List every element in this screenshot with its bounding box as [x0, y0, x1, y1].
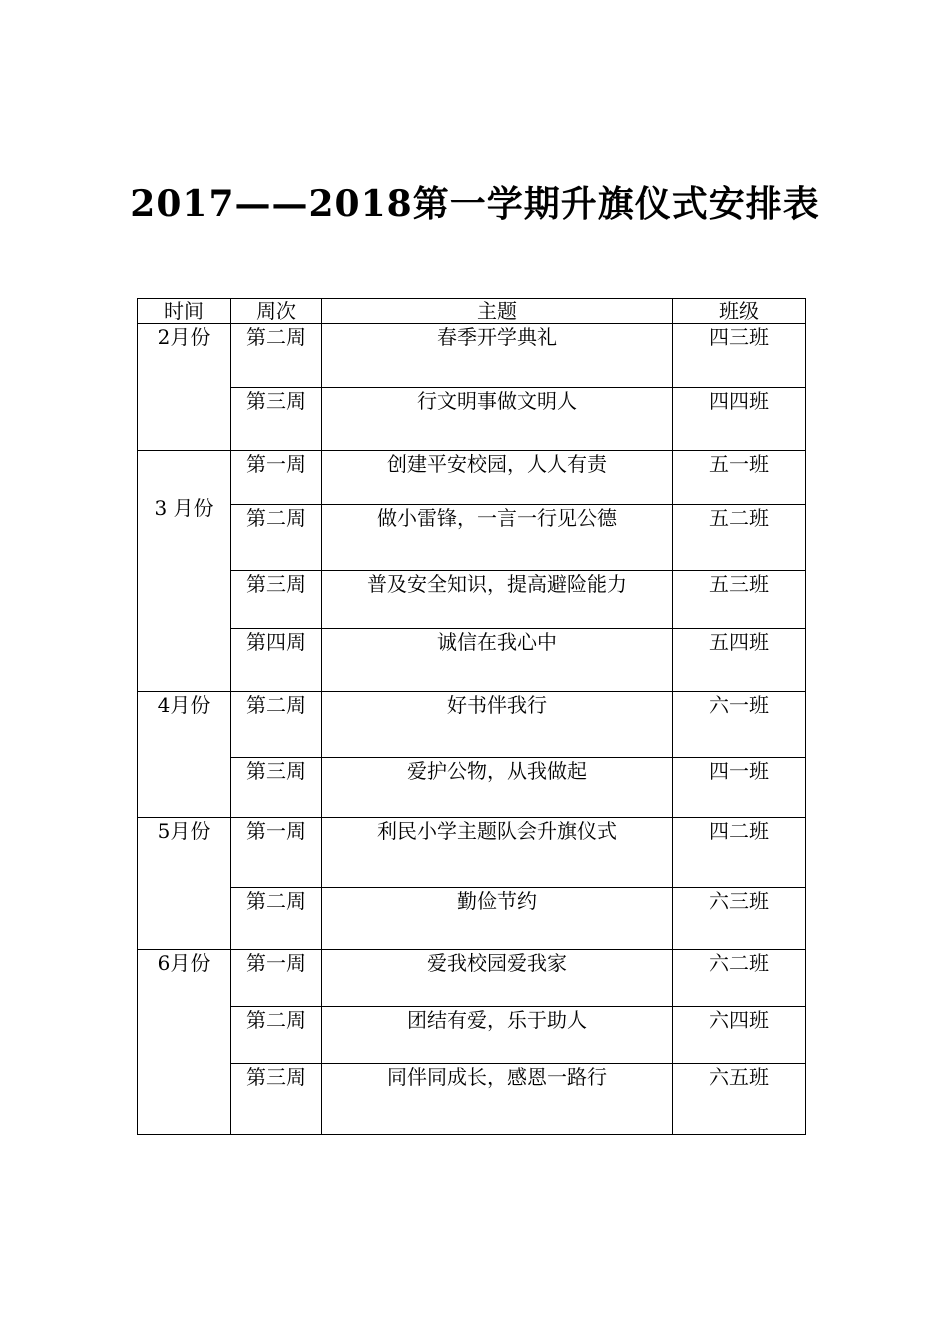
class-cell: 五三班: [673, 571, 806, 629]
class-cell: 六三班: [673, 888, 806, 950]
class-cell: 四一班: [673, 758, 806, 818]
theme-cell: 做小雷锋，一言一行见公德: [322, 505, 673, 571]
week-cell: 第二周: [231, 324, 322, 388]
table-row: [138, 571, 806, 629]
week-cell: 第三周: [231, 571, 322, 629]
week-cell: 第一周: [231, 451, 322, 505]
theme-cell: 好书伴我行: [322, 692, 673, 758]
theme-cell: 春季开学典礼: [322, 324, 673, 388]
month-cell: 5月份: [138, 818, 231, 950]
class-cell: 五四班: [673, 629, 806, 692]
week-cell: 第四周: [231, 629, 322, 692]
theme-cell: 勤俭节约: [322, 888, 673, 950]
month-cell: 4月份: [138, 692, 231, 818]
table-row: [138, 324, 806, 388]
table-row: [138, 388, 806, 451]
week-cell: 第二周: [231, 888, 322, 950]
class-cell: 五一班: [673, 451, 806, 505]
week-cell: 第二周: [231, 1007, 322, 1064]
header-theme: 主题: [322, 299, 673, 324]
class-cell: 四三班: [673, 324, 806, 388]
month-cell: 3 月份: [138, 451, 231, 692]
theme-cell: 团结有爱，乐于助人: [322, 1007, 673, 1064]
theme-cell: 利民小学主题队会升旗仪式: [322, 818, 673, 888]
week-cell: 第二周: [231, 505, 322, 571]
class-cell: 六五班: [673, 1064, 806, 1135]
theme-cell: 爱我校园爱我家: [322, 950, 673, 1007]
header-time: 时间: [138, 299, 231, 324]
class-cell: 五二班: [673, 505, 806, 571]
month-cell: 6月份: [138, 950, 231, 1135]
table-row: [138, 629, 806, 692]
theme-cell: 创建平安校园，人人有责: [322, 451, 673, 505]
week-cell: 第一周: [231, 818, 322, 888]
theme-cell: 爱护公物，从我做起: [322, 758, 673, 818]
class-cell: 六二班: [673, 950, 806, 1007]
theme-cell: 行文明事做文明人: [322, 388, 673, 451]
table-row: [138, 1064, 806, 1135]
theme-cell: 同伴同成长，感恩一路行: [322, 1064, 673, 1135]
class-cell: 六一班: [673, 692, 806, 758]
week-cell: 第三周: [231, 1064, 322, 1135]
header-row: [138, 299, 806, 324]
header-class: 班级: [673, 299, 806, 324]
page-title: 2017——2018第一学期升旗仪式安排表: [130, 183, 820, 225]
week-cell: 第三周: [231, 388, 322, 451]
class-cell: 六四班: [673, 1007, 806, 1064]
table-row: [138, 505, 806, 571]
table-row: [138, 692, 806, 758]
table-row: [138, 1007, 806, 1064]
class-cell: 四二班: [673, 818, 806, 888]
table-row: [138, 888, 806, 950]
table-row: [138, 950, 806, 1007]
theme-cell: 普及安全知识，提高避险能力: [322, 571, 673, 629]
week-cell: 第三周: [231, 758, 322, 818]
table-row: [138, 451, 806, 505]
header-week: 周次: [231, 299, 322, 324]
schedule-table: [137, 298, 806, 1135]
week-cell: 第一周: [231, 950, 322, 1007]
table-row: [138, 818, 806, 888]
class-cell: 四四班: [673, 388, 806, 451]
week-cell: 第二周: [231, 692, 322, 758]
month-cell: 2月份: [138, 324, 231, 451]
table-row: [138, 758, 806, 818]
theme-cell: 诚信在我心中: [322, 629, 673, 692]
